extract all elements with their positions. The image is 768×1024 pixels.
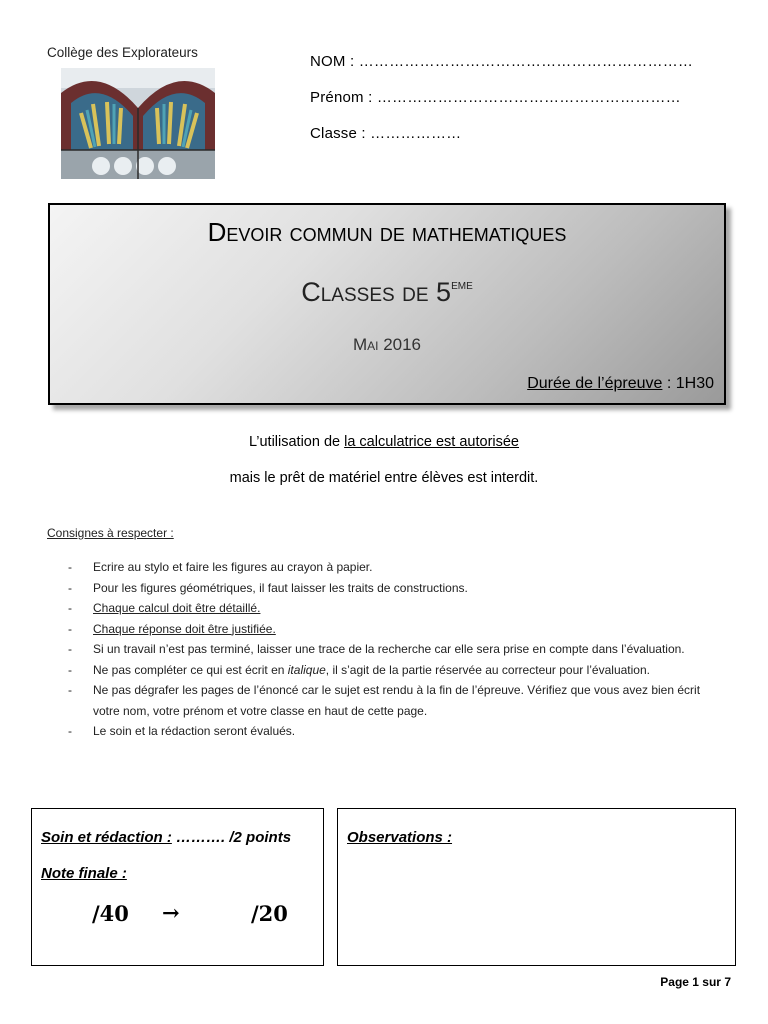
list-item: - Si un travail n’est pas terminé, laisser une trace de la recherche car elle sera prise en compte dans l’évaluation. — [68, 639, 718, 660]
list-item: - Le soin et la rédaction seront évalués. — [68, 721, 718, 742]
prenom-field: Prénom : …………………………………………………… — [310, 89, 681, 106]
observations-box — [337, 808, 736, 966]
list-item: - Ecrire au stylo et faire les figures au crayon à papier. — [68, 557, 718, 578]
nom-field: NOM : ………………………………………………………… — [310, 53, 694, 70]
list-item: - Chaque calcul doit être détaillé. — [68, 598, 718, 619]
score-to: /20 — [251, 901, 288, 926]
lending-notice: mais le prêt de matériel entre élèves est interdit. — [229, 470, 539, 486]
grading-box — [31, 808, 324, 966]
school-photo — [61, 68, 215, 179]
arrow-icon: → — [162, 900, 180, 925]
school-name: Collège des Explorateurs — [47, 45, 198, 60]
exam-duration: Durée de l’épreuve : 1H30 — [527, 375, 714, 392]
consignes-list — [68, 557, 718, 742]
classe-field: Classe : ……………… — [310, 125, 462, 142]
score-from: /40 — [92, 901, 129, 926]
observations-label: Observations : — [347, 829, 453, 846]
soin-line: Soin et rédaction : ………. /2 points — [41, 829, 292, 846]
school-photo-image — [61, 68, 215, 179]
note-label: Note finale : — [41, 865, 127, 882]
list-item: - Chaque réponse doit être justifiée. — [68, 619, 718, 640]
exam-classes: Classes de 5eme — [301, 276, 473, 307]
consignes-title: Consignes à respecter : — [47, 526, 174, 540]
page-number: Page 1 sur 7 — [660, 975, 731, 989]
exam-title: Devoir commun de mathematiques — [207, 217, 567, 247]
list-item: - Ne pas compléter ce qui est écrit en italique, il s’agit de la partie réservée au correcteur pour l’évaluation. — [68, 660, 718, 681]
list-item: - Ne pas dégrafer les pages de l’énoncé car le sujet est rendu à la fin de l’épreuve. Vérifiez que vous avez bien écrit votre nom, votre prénom et votre classe en haut de cette page. — [68, 680, 718, 721]
title-box — [48, 203, 726, 405]
calculator-notice: L’utilisation de la calculatrice est autorisée — [248, 434, 520, 450]
exam-date: Mai 2016 — [352, 335, 422, 354]
list-item: - Pour les figures géométriques, il faut laisser les traits de constructions. — [68, 578, 718, 599]
